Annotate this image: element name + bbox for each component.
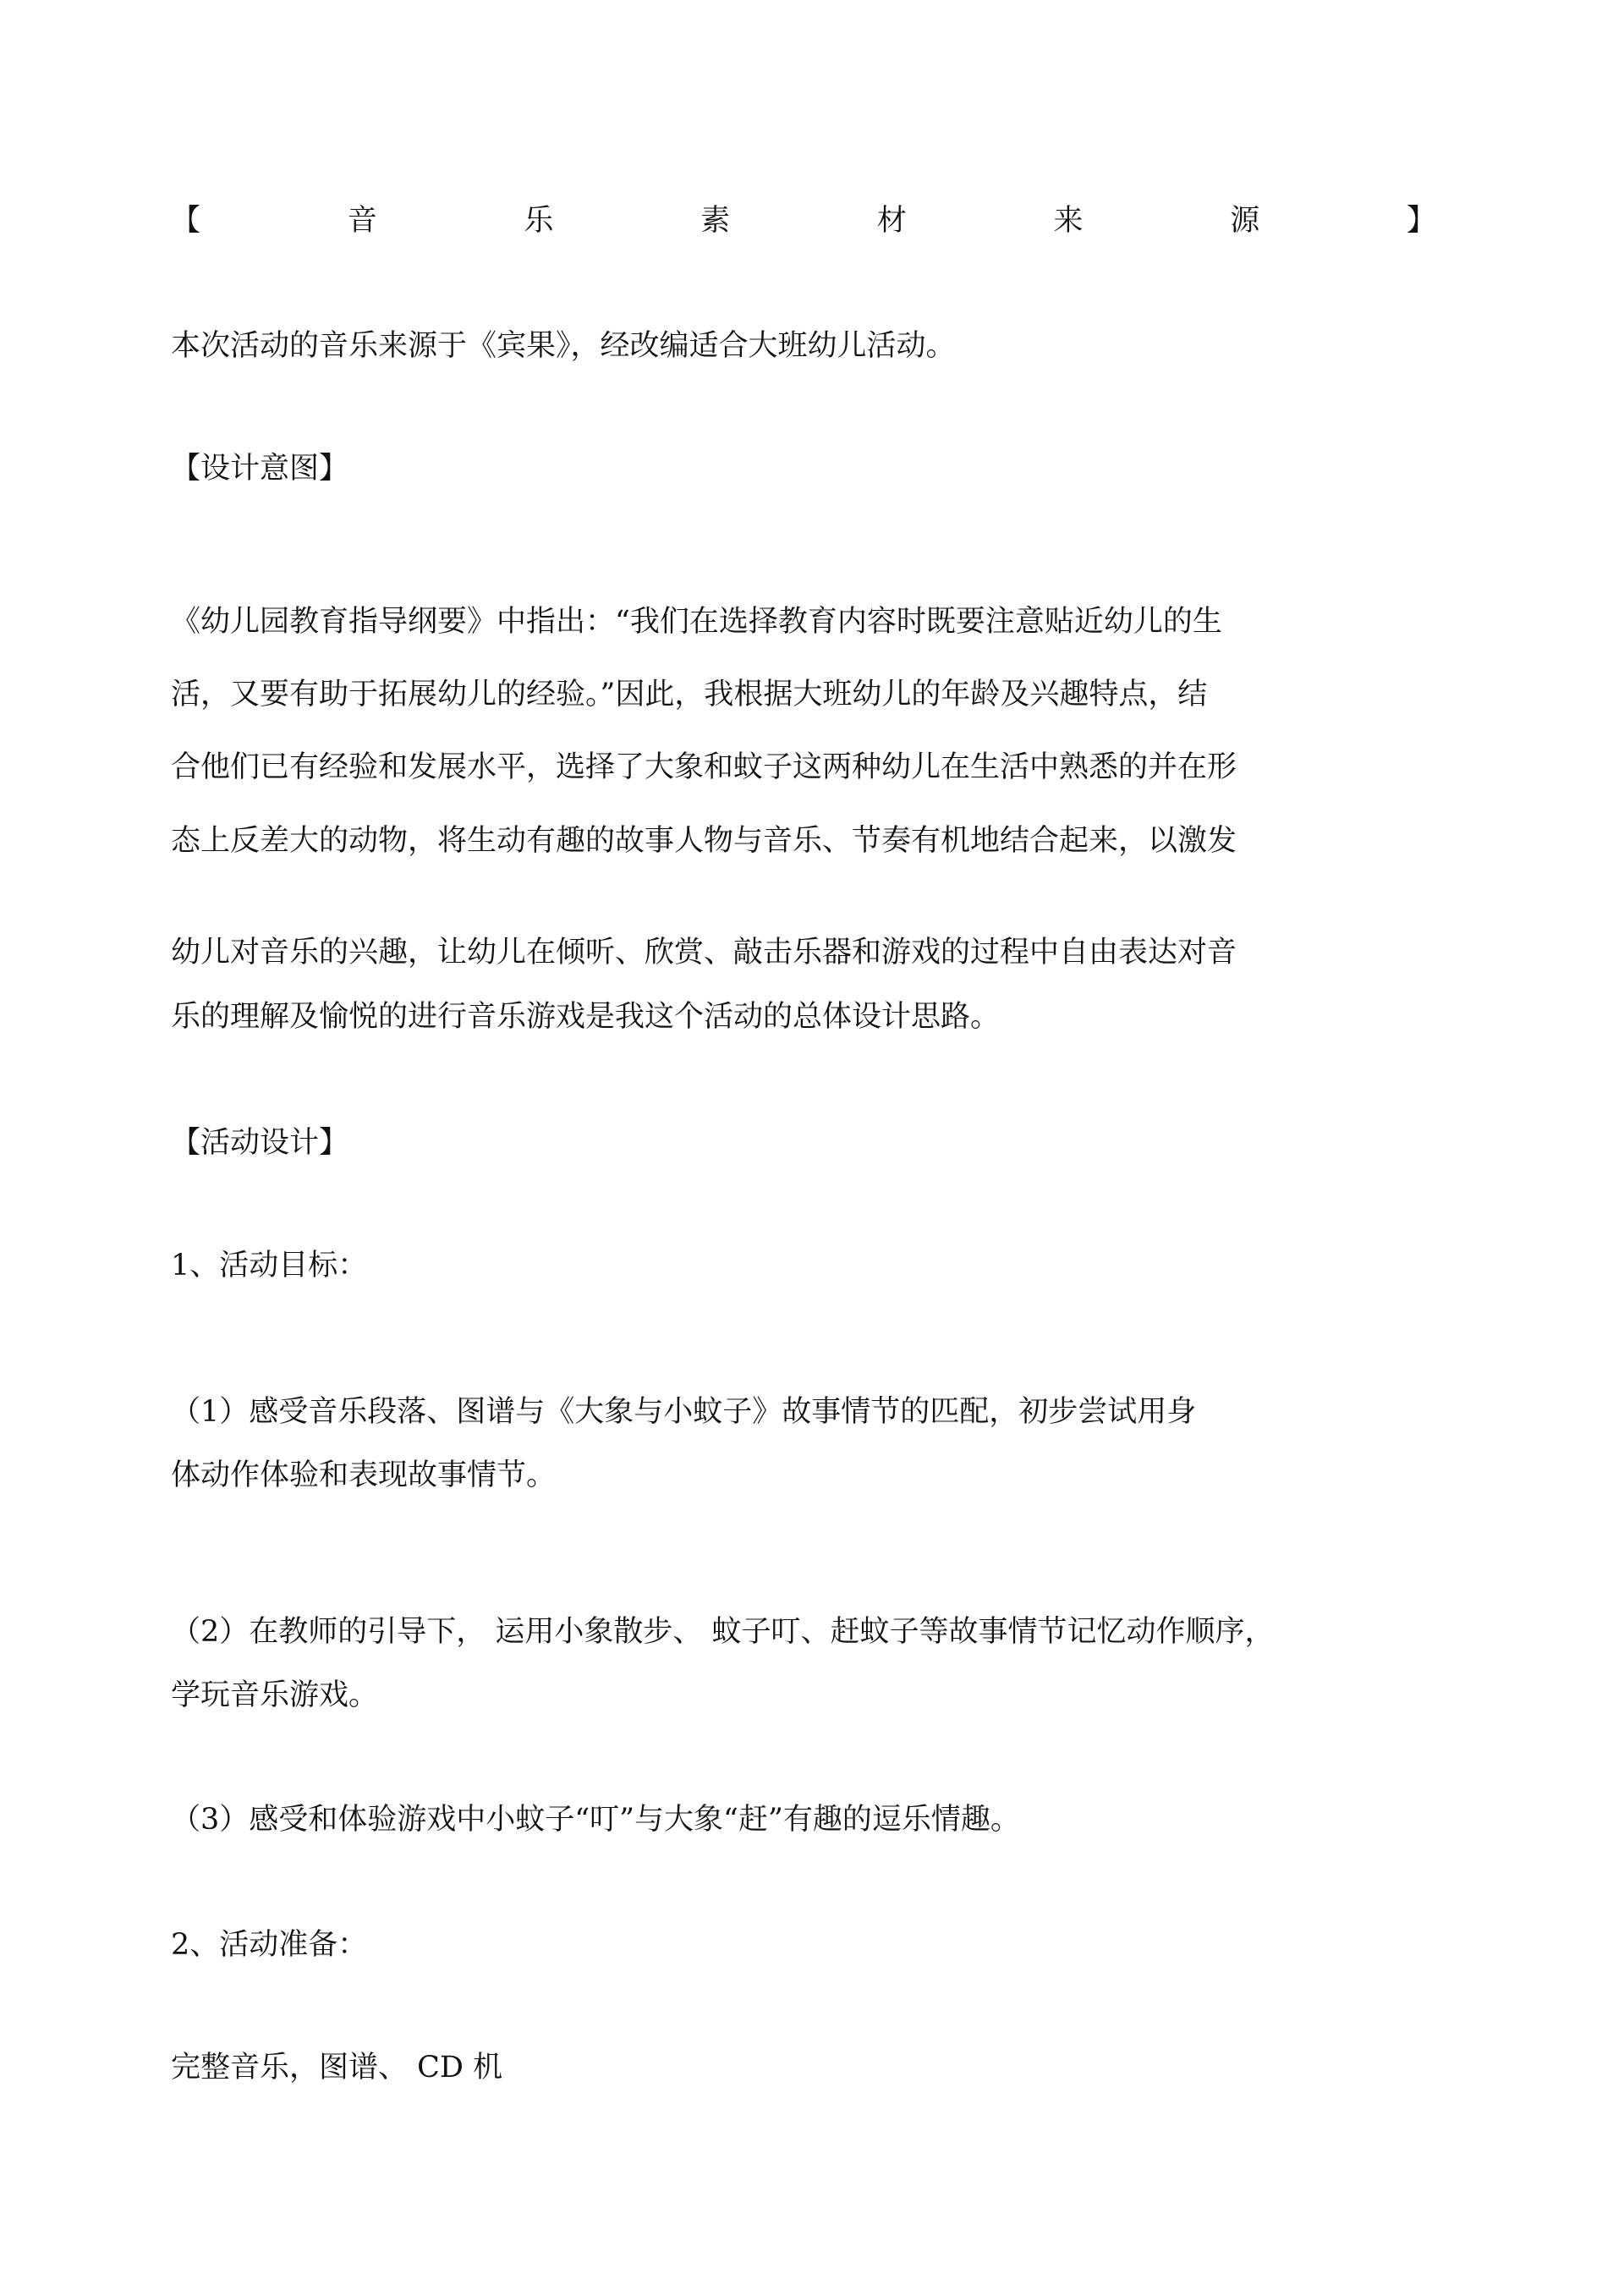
design-heading: 【活动设计】 [171,1126,349,1160]
title-char: 来 [1053,204,1084,238]
title-char: 源 [1230,204,1260,238]
intent-line: 活，又要有助于拓展幼儿的经验。”因此，我根据大班幼儿的年龄及兴趣特点，结 [171,678,1208,711]
goal-2-line: 学玩音乐游戏。 [171,1678,379,1712]
intent-line: 幼儿对音乐的兴趣，让幼儿在倾听、欣赏、敲击乐器和游戏的过程中自由表达对音 [171,936,1237,969]
intent-line: 《幼儿园教育指导纲要》中指出：“我们在选择教育内容时既要注意贴近幼儿的生 [171,605,1222,639]
goal-1-line: 体动作体验和表现故事情节。 [171,1458,557,1492]
intent-line: 乐的理解及愉悦的进行音乐游戏是我这个活动的总体设计思路。 [171,1000,1001,1034]
section-title-music-source [171,198,1436,239]
title-char: 音 [347,204,377,238]
source-paragraph: 本次活动的音乐来源于《宾果》，经改编适合大班幼儿活动。 [171,329,956,363]
title-char: 材 [876,204,907,238]
goal-3-line: （3）感受和体验游戏中小蚊子“叮”与大象“赶”有趣的逗乐情趣。 [171,1803,1020,1837]
title-char: 素 [700,204,731,238]
intent-line: 态上反差大的动物，将生动有趣的故事人物与音乐、节奏有机地结合起来，以激发 [171,824,1237,858]
goals-heading: 1、活动目标： [171,1249,368,1283]
goal-1-line: （1）感受音乐段落、图谱与《大象与小蚊子》故事情节的匹配，初步尝试用身 [171,1395,1197,1429]
prep-body: 完整音乐，图谱、 CD 机 [171,2051,503,2085]
intent-heading: 【设计意图】 [171,452,349,486]
title-char: 】 [1406,204,1436,238]
intent-line: 合他们已有经验和发展水平，选择了大象和蚊子这两种幼儿在生活中熟悉的并在形 [171,750,1237,784]
title-char: 乐 [524,204,554,238]
prep-heading: 2、活动准备： [171,1928,368,1962]
goal-2-line: （2）在教师的引导下， 运用小象散步、 蚊子叮、赶蚊子等故事情节记忆动作顺序， [171,1615,1275,1649]
title-char: 【 [171,204,201,238]
